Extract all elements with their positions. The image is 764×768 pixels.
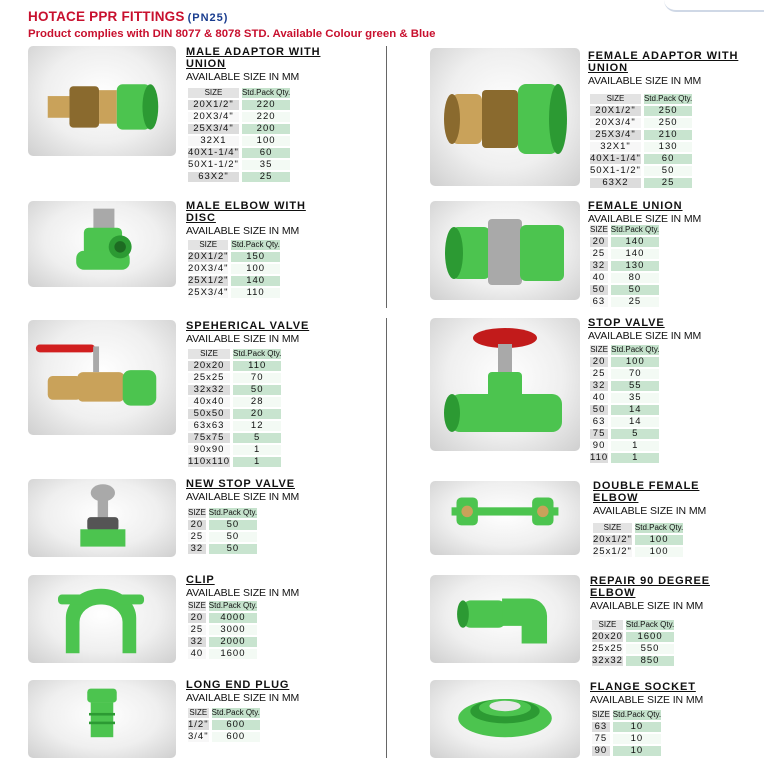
table-header-row	[590, 345, 659, 355]
size-cell: 20X1/2"	[188, 251, 229, 262]
table-row	[592, 746, 661, 756]
table-row	[188, 112, 290, 122]
table-header-row	[188, 508, 257, 518]
table-row	[590, 453, 659, 463]
available-size-label: AVAILABLE SIZE IN MM	[186, 587, 300, 599]
table-row	[590, 106, 692, 116]
size-cell: 25	[590, 369, 608, 379]
table-row	[590, 405, 659, 415]
size-table	[592, 708, 661, 758]
pack-qty-cell: 60	[641, 154, 692, 164]
pack-qty-column-header: Std.Pack Qty.	[239, 88, 290, 98]
pack-qty-cell: 130	[641, 142, 692, 152]
size-table	[188, 599, 257, 661]
pack-qty-cell: 50	[230, 385, 281, 395]
pack-qty-cell: 14	[608, 417, 659, 427]
size-column-header: SIZE	[188, 601, 206, 610]
product-name	[186, 679, 289, 691]
table-row	[590, 369, 659, 379]
product-name-line: SPEHERICAL VALVE	[186, 320, 310, 332]
pack-qty-cell: 50	[206, 520, 257, 530]
table-row	[590, 166, 692, 176]
pack-qty-cell: 1600	[623, 632, 674, 642]
product-name	[588, 317, 665, 329]
pack-qty-cell: 200	[239, 124, 290, 134]
pack-qty-cell: 55	[608, 381, 659, 391]
page-subtitle: Product complies with DIN 8077 & 8078 STD. Available Colour green & Blue	[28, 28, 436, 40]
table-row	[188, 445, 281, 455]
pack-qty-cell: 110	[228, 288, 279, 298]
table-header-row	[592, 710, 661, 720]
table-row	[188, 421, 281, 431]
table-row	[590, 237, 659, 247]
product-name	[186, 200, 306, 224]
pack-qty-column-header: Std.Pack Qty.	[608, 225, 659, 235]
table-row	[188, 172, 290, 182]
table-row	[592, 722, 661, 732]
size-cell: 20x20	[188, 361, 230, 371]
size-table	[592, 618, 674, 668]
table-row	[188, 252, 280, 262]
table-row	[188, 288, 280, 298]
table-row	[590, 381, 659, 391]
available-size-label: AVAILABLE SIZE IN MM	[588, 75, 702, 87]
size-cell: 25X1/2"	[188, 275, 229, 286]
pack-qty-column-header: Std.Pack Qty.	[209, 708, 260, 718]
pack-qty-cell: 1600	[206, 649, 257, 659]
size-cell: 32	[590, 261, 608, 271]
size-column-header: SIZE	[592, 710, 610, 719]
pack-qty-cell: 28	[230, 397, 281, 407]
double-female-elbow-photo	[430, 481, 580, 555]
size-cell: 63	[590, 297, 608, 307]
table-row	[590, 142, 692, 152]
table-row	[188, 649, 257, 659]
size-cell: 110x110	[188, 456, 231, 467]
table-header-row	[188, 88, 290, 98]
available-size-label: AVAILABLE SIZE IN MM	[186, 71, 300, 83]
pack-qty-cell: 600	[209, 720, 260, 730]
size-table	[188, 506, 257, 556]
table-row	[188, 100, 290, 110]
corner-decoration	[664, 0, 764, 12]
size-cell: 20X1/2"	[590, 106, 641, 116]
size-column-header: SIZE	[188, 240, 228, 250]
pack-qty-column-header: Std.Pack Qty.	[641, 94, 692, 104]
pack-qty-cell: 10	[610, 722, 661, 732]
size-column-header: SIZE	[590, 94, 641, 104]
product-name-line: DISC	[186, 212, 216, 224]
product-name-line: ELBOW	[590, 587, 636, 599]
product-name-line: NEW STOP VALVE	[186, 478, 295, 490]
size-table	[590, 92, 692, 190]
size-cell: 32	[188, 637, 206, 647]
pack-qty-cell: 4000	[206, 613, 257, 623]
pack-qty-cell: 70	[230, 373, 281, 383]
size-cell: 63	[590, 417, 608, 427]
size-cell: 20	[590, 237, 608, 247]
size-cell: 63X2"	[188, 172, 239, 182]
column-divider	[386, 318, 387, 758]
size-column-header: SIZE	[593, 523, 632, 533]
pack-qty-cell: 100	[239, 136, 290, 146]
table-row	[590, 297, 659, 307]
available-size-label: AVAILABLE SIZE IN MM	[186, 692, 300, 704]
available-size-label: AVAILABLE SIZE IN MM	[588, 330, 702, 342]
size-cell: 50x50	[188, 409, 230, 419]
table-row	[592, 734, 661, 744]
product-name-line: LONG END PLUG	[186, 679, 290, 691]
size-cell: 25X3/4"	[188, 124, 239, 134]
table-row	[188, 148, 290, 158]
size-cell: 75	[590, 429, 608, 439]
product-name	[186, 574, 215, 586]
table-row	[590, 285, 659, 295]
pack-qty-cell: 220	[239, 112, 290, 122]
pack-qty-cell: 5	[230, 433, 281, 443]
size-cell: 32X1	[188, 136, 239, 146]
pack-qty-cell: 25	[239, 172, 290, 182]
size-column-header: SIZE	[590, 225, 608, 234]
product-name-line: STOP VALVE	[588, 317, 665, 329]
size-cell: 90	[590, 441, 608, 451]
product-name-line: FEMALE ADAPTOR WITH	[588, 50, 739, 62]
table-row	[188, 457, 281, 467]
male-adaptor-union-photo	[28, 46, 176, 156]
pack-qty-cell: 100	[608, 357, 659, 367]
size-cell: 90	[592, 746, 610, 756]
available-size-label: AVAILABLE SIZE IN MM	[588, 213, 702, 225]
size-cell: 20x20	[592, 631, 623, 642]
table-row	[188, 397, 281, 407]
pack-qty-cell: 50	[206, 532, 257, 542]
table-header-row	[188, 240, 280, 250]
size-cell: 50	[590, 405, 608, 415]
size-cell: 75	[592, 734, 610, 744]
size-cell: 40X1-1/4"	[188, 147, 239, 158]
table-row	[590, 357, 659, 367]
pack-qty-cell: 250	[641, 118, 692, 128]
spherical-valve-photo	[28, 320, 176, 435]
table-row	[592, 632, 674, 642]
size-column-header: SIZE	[188, 508, 206, 517]
size-cell: 1/2"	[188, 719, 209, 730]
table-row	[188, 625, 257, 635]
size-cell: 3/4"	[188, 731, 209, 742]
pack-qty-cell: 150	[228, 252, 279, 262]
female-adaptor-union-photo	[430, 48, 580, 186]
available-size-label: AVAILABLE SIZE IN MM	[186, 225, 300, 237]
table-row	[188, 136, 290, 146]
size-cell: 110	[590, 452, 609, 463]
female-union-photo	[430, 201, 580, 300]
pack-qty-cell: 14	[608, 405, 659, 415]
pack-qty-cell: 80	[608, 273, 659, 283]
size-table	[188, 706, 260, 744]
pack-qty-cell: 140	[228, 276, 279, 286]
table-header-row	[188, 349, 281, 359]
pack-qty-cell: 1	[608, 453, 659, 463]
size-cell: 40	[590, 273, 608, 283]
pack-qty-cell: 2000	[206, 637, 257, 647]
long-end-plug-photo	[28, 680, 176, 758]
size-cell: 25X3/4"	[590, 130, 641, 140]
size-table	[188, 86, 290, 184]
size-cell: 32	[590, 381, 608, 391]
pack-qty-cell: 1	[230, 445, 281, 455]
pack-qty-cell: 10	[610, 746, 661, 756]
table-row	[188, 276, 280, 286]
table-row	[590, 249, 659, 259]
table-row	[188, 264, 280, 274]
pack-qty-cell: 210	[641, 130, 692, 140]
product-name-line: UNION	[588, 62, 628, 74]
size-cell: 25x25	[188, 373, 230, 383]
size-table	[590, 343, 659, 465]
product-name-line: REPAIR 90 DEGREE	[590, 575, 710, 587]
pack-qty-cell: 25	[608, 297, 659, 307]
pack-qty-cell: 100	[632, 547, 683, 557]
size-cell: 20	[590, 357, 608, 367]
size-cell: 50	[590, 285, 608, 295]
pack-qty-column-header: Std.Pack Qty.	[206, 601, 257, 611]
size-cell: 32	[188, 544, 206, 554]
pack-qty-cell: 5	[608, 429, 659, 439]
table-row	[590, 178, 692, 188]
pack-qty-cell: 10	[610, 734, 661, 744]
size-cell: 25	[590, 249, 608, 259]
table-row	[188, 160, 290, 170]
pack-qty-cell: 140	[608, 237, 659, 247]
product-name	[593, 480, 699, 504]
pack-qty-column-header: Std.Pack Qty.	[608, 345, 659, 355]
size-cell: 25x1/2"	[593, 546, 632, 557]
product-name	[186, 478, 295, 490]
table-row	[188, 373, 281, 383]
pack-qty-cell: 100	[228, 264, 279, 274]
table-row	[590, 417, 659, 427]
available-size-label: AVAILABLE SIZE IN MM	[590, 600, 704, 612]
available-size-label: AVAILABLE SIZE IN MM	[593, 505, 707, 517]
size-cell: 63	[592, 722, 610, 732]
product-name-line: MALE ELBOW WITH	[186, 200, 306, 212]
size-cell: 20	[188, 613, 206, 623]
table-header-row	[188, 601, 257, 611]
table-row	[590, 154, 692, 164]
pack-qty-cell: 20	[230, 409, 281, 419]
male-elbow-disc-photo	[28, 201, 176, 287]
pack-qty-column-header: Std.Pack Qty.	[228, 240, 279, 250]
clip-photo	[28, 575, 176, 663]
table-row	[188, 361, 281, 371]
size-cell: 50X1-1/2"	[188, 159, 239, 170]
size-cell: 40	[188, 649, 206, 659]
pack-qty-cell: 35	[239, 160, 290, 170]
product-name	[186, 320, 309, 332]
size-cell: 20X3/4"	[188, 112, 239, 122]
pack-qty-cell: 1	[608, 441, 659, 451]
pack-qty-cell: 50	[206, 544, 257, 554]
product-name	[186, 46, 320, 70]
table-row	[590, 429, 659, 439]
table-row	[188, 385, 281, 395]
size-cell: 20X1/2"	[188, 100, 239, 110]
size-cell: 25x25	[592, 643, 623, 654]
available-size-label: AVAILABLE SIZE IN MM	[186, 491, 300, 503]
pack-qty-cell: 100	[632, 535, 683, 545]
pack-qty-cell: 1	[230, 457, 281, 467]
size-cell: 32x32	[592, 655, 623, 666]
pack-qty-cell: 70	[608, 369, 659, 379]
table-row	[590, 393, 659, 403]
size-cell: 25	[188, 625, 206, 635]
table-row	[592, 656, 674, 666]
pack-qty-cell: 3000	[206, 625, 257, 635]
size-cell: 50X1-1/2"	[590, 165, 641, 176]
size-cell: 20X3/4"	[188, 263, 229, 274]
pack-qty-cell: 250	[641, 106, 692, 116]
pack-qty-cell: 25	[641, 178, 692, 188]
table-row	[188, 732, 260, 742]
product-name	[588, 200, 683, 212]
pack-qty-cell: 850	[623, 656, 674, 666]
size-cell: 40	[590, 393, 608, 403]
table-row	[188, 124, 290, 134]
size-column-header: SIZE	[590, 345, 608, 354]
table-row	[593, 547, 683, 557]
size-cell: 25	[188, 532, 206, 542]
size-cell: 20x1/2"	[593, 534, 632, 545]
pack-qty-cell: 600	[209, 732, 260, 742]
size-cell: 63X2	[590, 178, 641, 188]
size-cell: 20X3/4"	[590, 118, 641, 128]
table-row	[188, 409, 281, 419]
pack-qty-cell: 140	[608, 249, 659, 259]
size-table	[188, 238, 280, 300]
table-row	[592, 644, 674, 654]
table-row	[188, 520, 257, 530]
pack-qty-column-header: Std.Pack Qty.	[623, 620, 674, 630]
pack-qty-column-header: Std.Pack Qty.	[206, 508, 257, 518]
table-row	[188, 613, 257, 623]
product-name-line: FLANGE SOCKET	[590, 681, 696, 693]
product-name-line: CLIP	[186, 574, 215, 586]
table-row	[188, 532, 257, 542]
pack-qty-cell: 130	[608, 261, 659, 271]
new-stop-valve-photo	[28, 479, 176, 557]
size-cell: 40X1-1/4"	[590, 153, 641, 164]
size-cell: 40x40	[188, 397, 230, 407]
pack-qty-column-header: Std.Pack Qty.	[632, 523, 683, 533]
table-header-row	[188, 708, 260, 718]
table-row	[590, 441, 659, 451]
size-table	[188, 347, 281, 469]
product-name-line: UNION	[186, 58, 226, 70]
table-row	[188, 637, 257, 647]
table-header-row	[590, 225, 659, 235]
stop-valve-photo	[430, 318, 580, 451]
available-size-label: AVAILABLE SIZE IN MM	[186, 333, 300, 345]
pack-qty-cell: 110	[230, 361, 281, 371]
pack-qty-cell: 60	[239, 148, 290, 158]
pack-qty-cell: 220	[239, 100, 290, 110]
table-row	[590, 261, 659, 271]
product-name-line: FEMALE UNION	[588, 200, 683, 212]
size-cell: 75x75	[188, 433, 230, 443]
size-cell: 63x63	[188, 421, 230, 431]
product-name	[590, 681, 696, 693]
pack-qty-cell: 12	[230, 421, 281, 431]
pack-qty-cell: 50	[641, 166, 692, 176]
table-header-row	[590, 94, 692, 104]
table-row	[188, 433, 281, 443]
table-row	[590, 130, 692, 140]
size-cell: 20	[188, 520, 206, 530]
size-cell: 32X1"	[590, 142, 641, 152]
size-column-header: SIZE	[188, 88, 239, 98]
product-name	[590, 575, 710, 599]
size-cell: 90x90	[188, 445, 230, 455]
column-divider	[386, 46, 387, 308]
table-row	[590, 118, 692, 128]
pressure-rating: (PN25)	[187, 12, 229, 24]
pack-qty-cell: 550	[623, 644, 674, 654]
available-size-label: AVAILABLE SIZE IN MM	[590, 694, 704, 706]
size-column-header: SIZE	[189, 708, 208, 717]
product-name	[588, 50, 738, 74]
pack-qty-cell: 50	[608, 285, 659, 295]
table-header-row	[592, 620, 674, 630]
size-column-header: SIZE	[188, 349, 230, 359]
size-cell: 32x32	[188, 385, 230, 395]
pack-qty-column-header: Std.Pack Qty.	[610, 710, 661, 720]
size-table	[593, 521, 683, 559]
flange-socket-photo	[430, 680, 580, 758]
table-header-row	[593, 523, 683, 533]
product-name-line: DOUBLE FEMALE	[593, 480, 700, 492]
size-table	[590, 223, 659, 309]
product-name-line: MALE ADAPTOR WITH	[186, 46, 321, 58]
page-title: HOTACE PPR FITTINGS (PN25)	[28, 9, 229, 24]
table-row	[188, 720, 260, 730]
size-column-header: SIZE	[592, 620, 623, 630]
pack-qty-column-header: Std.Pack Qty.	[230, 349, 281, 359]
pack-qty-cell: 35	[608, 393, 659, 403]
size-cell: 25X3/4"	[188, 287, 229, 298]
table-row	[590, 273, 659, 283]
table-row	[593, 535, 683, 545]
repair-elbow-photo	[430, 575, 580, 663]
table-row	[188, 544, 257, 554]
product-name-line: ELBOW	[593, 492, 639, 504]
